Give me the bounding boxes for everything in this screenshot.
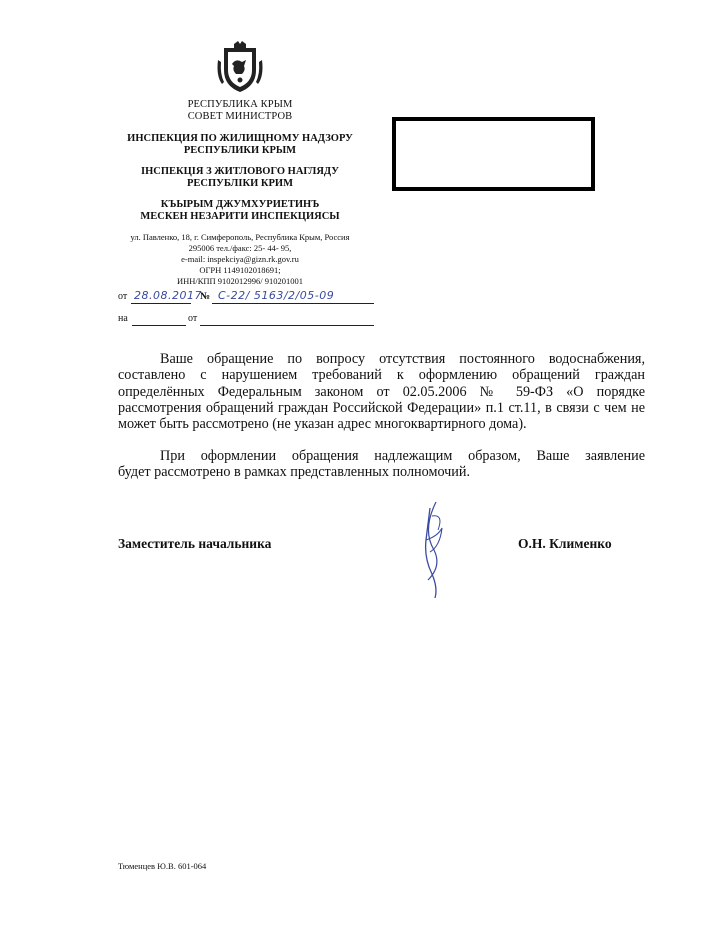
handwritten-signature xyxy=(408,500,458,600)
reg-number-underline xyxy=(212,303,374,304)
registration-line-incoming xyxy=(118,311,378,327)
executor-info: Тюменцев Ю.В. 601-064 xyxy=(118,861,207,871)
reg-date-value: 28.08.2017 xyxy=(134,289,202,302)
reg-date-underline xyxy=(131,303,191,304)
org-name-crh-line2: МЕСКЕН НЕЗАРИТИ ИНСПЕКЦИЯСЫ xyxy=(140,211,340,222)
reg-from-underline-2 xyxy=(200,325,374,326)
body-paragraph-1 xyxy=(118,351,645,432)
header-council: СОВЕТ МИНИСТРОВ xyxy=(187,111,293,122)
signatory-position: Заместитель начальника xyxy=(118,536,272,551)
body-paragraph-2-line1: При оформлении обращения надлежащим образом, Ваше заявление xyxy=(160,448,645,464)
org-name-crh-line1: КЪЫРЫМ ДЖУМХУРИЕТИНЪ xyxy=(160,199,320,210)
org-name-ua-line2: РЕСПУБЛІКИ КРИМ xyxy=(187,178,293,189)
signatory-name: О.Н. Клименко xyxy=(518,536,612,551)
registration-line-outgoing xyxy=(118,289,378,305)
address-line1: ул. Павленко, 18, г. Симферополь, Республика Крым, Россия xyxy=(130,232,350,242)
coat-of-arms-icon xyxy=(212,40,268,96)
address-line2: 295006 тел./факс: 25- 44- 95, xyxy=(188,243,292,253)
reg-from-label: от xyxy=(118,291,128,302)
reg-to-label: на xyxy=(118,313,128,324)
address-inn: ИНН/КПП 9102012996/ 910201001 xyxy=(176,276,304,286)
body-paragraph-1-line1: Ваше обращение по вопросу отсутствия постоянного водоснабжения, xyxy=(160,351,645,367)
body-paragraph-1-rest: составлено с нарушением требований к оформлению обращений граждан определённых Федеральным законом от 02.05.2006 № 59-ФЗ «О порядке рассмотрения обращений граждан Российской Федерации» п.1 ст.11, в связи с чем не может быть рассмотрено (не указан адрес многоквартирного дома). xyxy=(118,367,645,433)
body-paragraph-2-rest: будет рассмотрено в рамках представленных полномочий. xyxy=(118,464,471,481)
org-name-ru-line1: ИНСПЕКЦИЯ ПО ЖИЛИЩНОМУ НАДЗОРУ xyxy=(127,133,353,144)
address-ogrn: ОГРН 1149102018691; xyxy=(199,265,281,275)
org-name-ru-line2: РЕСПУБЛИКИ КРЫМ xyxy=(183,145,297,156)
reg-from-label-2: от xyxy=(188,313,198,324)
header-country: РЕСПУБЛИКА КРЫМ xyxy=(187,99,293,110)
reg-number-value: С-22/ 5163/2/05-09 xyxy=(218,289,335,302)
org-name-ua-line1: ІНСПЕКЦІЯ З ЖИТЛОВОГО НАГЛЯДУ xyxy=(141,166,339,177)
body-paragraph-2 xyxy=(118,448,645,481)
reg-to-underline xyxy=(132,325,186,326)
redacted-recipient-box xyxy=(392,117,595,191)
reg-number-label: № xyxy=(200,291,211,302)
address-email: e-mail: inspekciya@gizn.rk.gov.ru xyxy=(181,254,299,264)
